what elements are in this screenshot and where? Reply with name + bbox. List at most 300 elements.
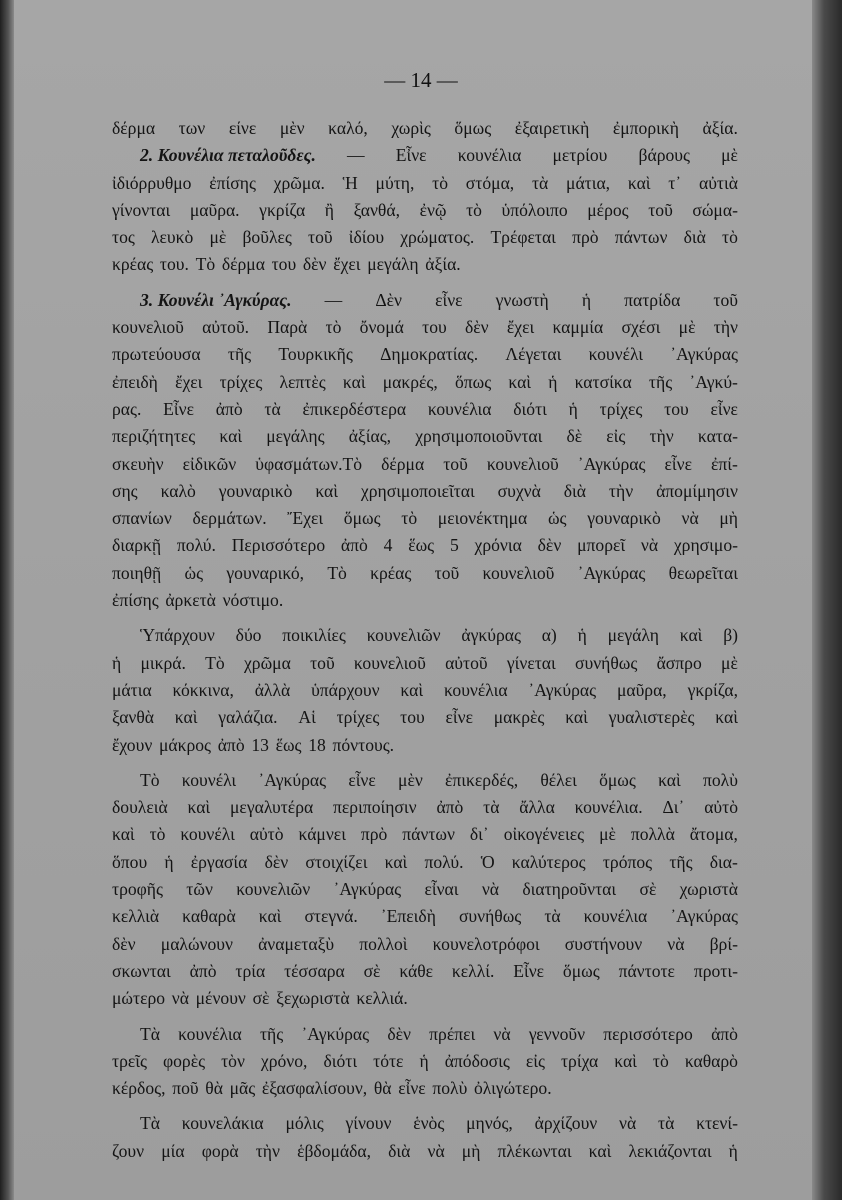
word: γίνονται [112, 199, 171, 220]
word: καὶ [219, 426, 243, 447]
text-line [112, 958, 738, 985]
word: βρί- [709, 933, 738, 954]
word: πολλοὶ [359, 933, 408, 954]
word: ἕως [408, 535, 435, 556]
word: τρίχα [560, 1050, 599, 1071]
word: πρέπει [429, 1023, 476, 1044]
word: τῶν [186, 879, 213, 900]
text-line [112, 142, 738, 169]
word: τὴν [649, 426, 674, 447]
word: Ὁ [480, 851, 495, 872]
word: ἀξία. [425, 254, 461, 275]
text-line [112, 115, 738, 142]
word: βάρους [638, 145, 690, 166]
word: ᾿Αγκύ- [689, 371, 738, 392]
word: ρας. [112, 398, 142, 419]
word: καλό, [328, 118, 368, 138]
text-line [112, 224, 738, 251]
word: καὶ [384, 851, 408, 872]
word: 4 [383, 535, 393, 556]
word: μηνός, [466, 1113, 513, 1134]
word: αὐτοῦ [445, 652, 488, 673]
word: ἀπὸ [340, 535, 368, 556]
word: εἶνε [348, 769, 376, 790]
word: πολλὰ [630, 824, 675, 845]
word: κελλιά. [356, 988, 408, 1009]
word: ξανθά, [353, 199, 400, 220]
word: ἡ [581, 289, 592, 310]
word: τρεῖς [112, 1050, 147, 1071]
word: ἐπειδὴ [112, 371, 158, 392]
text-line [112, 677, 738, 704]
word: σὲ [363, 960, 381, 981]
word: ὑπάρχουν [311, 679, 380, 700]
word: νὰ [619, 1113, 637, 1134]
word: γκρίζα, [687, 679, 738, 700]
word: τὸ [432, 172, 449, 193]
word: τὰ [531, 172, 549, 193]
word: μὲ [209, 227, 227, 248]
word: ὀλιγώτερο. [473, 1078, 552, 1099]
word: ᾿Αγκύρας [577, 562, 646, 583]
word: τῆς [648, 371, 673, 392]
word: καλύτερος [511, 851, 586, 872]
text-line [112, 396, 738, 423]
word: κουνέλια [443, 679, 508, 700]
word: γίνουν [345, 1113, 392, 1134]
word: πρὸ [572, 227, 599, 248]
word: σώμα- [692, 199, 738, 220]
word: μὲ [721, 145, 738, 166]
word: τροφῆς [112, 879, 163, 900]
word: μεγάλη [607, 625, 659, 646]
word: ἀπὸ [711, 1023, 738, 1044]
section-heading: 2. Κουνέλια πεταλοῦδες. [140, 145, 316, 166]
word: γίνεται [506, 652, 556, 673]
word: φορὲς [162, 1050, 206, 1071]
word: φορὰ [201, 1140, 239, 1161]
word: κουνελιῶν [366, 625, 441, 646]
word: ἐπικερδές, [445, 769, 519, 790]
word: καὶ [627, 172, 651, 193]
word: στόμα, [465, 172, 515, 193]
word: του [271, 254, 297, 275]
word: μακρές, [382, 371, 438, 392]
word: οἰκογένειες [503, 824, 585, 845]
word: μαλώνουν [160, 933, 233, 954]
word: καλὸ [160, 480, 196, 501]
word: κάθε [399, 960, 434, 981]
word: ᾿Αγκύρας [333, 879, 402, 900]
word: Τρέφεται [490, 227, 556, 248]
word: μία [161, 1140, 185, 1161]
word: τότε [373, 1050, 404, 1071]
word: κουνελάκια [181, 1113, 264, 1134]
section-heading: 3. Κουνέλι ᾿Αγκύρας. [140, 289, 292, 310]
word: ᾿Αγκύρας [670, 906, 738, 927]
word: θεωρεῖται [668, 562, 738, 583]
word: τοῦ [310, 652, 335, 673]
word: νὰ [667, 933, 685, 954]
page-number: — 14 — [384, 68, 458, 92]
word: σπανίων [112, 508, 172, 529]
word: ξεχωριστὰ [276, 988, 350, 1009]
word: δὲν [387, 1023, 411, 1044]
word: κελλί. [451, 960, 495, 981]
word: κατα- [697, 426, 738, 447]
word: ὑφασμάτων.Τὸ [255, 453, 363, 474]
word: ἀλλὰ [254, 679, 291, 700]
word: είνε [228, 118, 257, 138]
word: ἡ [568, 398, 578, 419]
word: βοῦλες [242, 227, 292, 248]
word: κουνελιῶν [236, 879, 311, 900]
word: νὰ [427, 1140, 445, 1161]
word: ὅμως [343, 508, 381, 529]
word: μεγαλυτέρα [230, 797, 314, 818]
word: μειονέκτημα [437, 508, 528, 529]
text-line [112, 622, 738, 649]
word: — [324, 289, 343, 310]
word: στεγνά. [304, 906, 358, 927]
word: μαῦρα, [616, 679, 667, 700]
text-line [112, 794, 738, 821]
word: ἐπίσης [112, 590, 159, 611]
word: ἄλλα [519, 797, 555, 818]
word: ἔχουν [112, 734, 153, 755]
word: κρέας [370, 562, 412, 583]
word: γουναρικὸ [218, 480, 293, 501]
word: ᾿Αγκύρας [670, 344, 738, 365]
word: χρησιμο- [673, 535, 738, 556]
word: καὶ [508, 371, 532, 392]
word: τὸ [325, 317, 342, 338]
text-line [112, 587, 738, 614]
word: ἡ [548, 371, 558, 392]
word: πολὺ [432, 1078, 468, 1099]
word: Αἱ [298, 707, 316, 728]
word: στοιχίζει [305, 851, 368, 872]
word: γουναρικό, [226, 562, 305, 583]
word: Ὑπάρχουν [140, 625, 215, 646]
word: καθαρὸ [684, 1050, 738, 1071]
word: Τὸ [140, 769, 160, 790]
word: χρησιμοποιοῦνται [415, 426, 543, 447]
word: ἑνὸς [413, 1113, 445, 1134]
word: ὅμως [599, 769, 636, 790]
word: κουνέλι [588, 344, 644, 365]
word: τῆς [669, 851, 693, 872]
word: δὲν [464, 317, 489, 338]
word: ἐξαιρετικὴ [514, 118, 590, 138]
word: ἡ [728, 1140, 738, 1161]
right-page-edge [812, 0, 842, 1200]
word: ἡ [419, 1050, 429, 1071]
word: κουνελιοῦ [486, 453, 559, 474]
word: μεγάλη [367, 254, 419, 275]
word: πόντους. [332, 734, 395, 755]
word: δι᾽ [469, 824, 489, 845]
word: τρίχες [599, 398, 643, 419]
word: ἐπί- [711, 453, 738, 474]
word: διὰ [683, 227, 706, 248]
word: εἶνε [445, 707, 473, 728]
word: ἀρχίζουν [534, 1113, 598, 1134]
word: τοῦ [713, 289, 738, 310]
word: ἀγκύρας [461, 625, 521, 646]
text-line [112, 505, 738, 532]
word: θέλει [540, 769, 577, 790]
word: ἡ [577, 625, 587, 646]
word: καὶ [187, 797, 211, 818]
text-line [112, 314, 738, 341]
word: αὐτοῦ. [202, 317, 250, 338]
word: διατηροῦνται [522, 879, 617, 900]
word: ἄσπρο [656, 652, 702, 673]
word: νόστιμο. [222, 590, 284, 611]
word: ποιηθῇ [112, 562, 162, 583]
word: του [422, 317, 447, 338]
word: πλέκωνται [497, 1140, 572, 1161]
word: πολὺ [702, 769, 738, 790]
text-line [112, 732, 738, 759]
word: ὅμως [454, 118, 492, 138]
word: ὡς [184, 562, 204, 583]
text-line [112, 197, 738, 224]
word: χωρὶς [391, 118, 431, 138]
word: ποῦ [172, 1078, 199, 1099]
word: καὶ [258, 906, 282, 927]
word: ἔχει [506, 317, 535, 338]
word: γεννοῦν [528, 1023, 586, 1044]
word: α) [541, 625, 557, 646]
word: διότι [513, 398, 547, 419]
word: πάντων [402, 824, 455, 845]
word: μώτερο [112, 988, 166, 1009]
word: τὸ [149, 824, 166, 845]
word: κουνέλια [178, 1023, 242, 1044]
text-line [112, 532, 738, 559]
word: μαῦρα. [189, 199, 240, 220]
word: καὶ [315, 480, 338, 501]
text-line [112, 478, 738, 505]
text-line [112, 560, 738, 587]
word: ὑπόλοιπο [501, 199, 568, 220]
word: Τὸ [195, 254, 216, 275]
text-line [112, 849, 738, 876]
word: μένουν [195, 988, 246, 1009]
word: μὲ [678, 317, 696, 338]
word: πάντων [614, 227, 668, 248]
word: συνήθως [575, 652, 638, 673]
word: μικρά. [140, 652, 186, 673]
word: προτι- [693, 960, 738, 981]
word: σκευὴν [112, 453, 164, 474]
word: νὰ [171, 988, 189, 1009]
word: τέσσαρα [284, 960, 345, 981]
word: τοῦ [648, 199, 673, 220]
word: δὲν [302, 254, 327, 275]
word: Ἔχει [287, 508, 324, 529]
word: ὡς [547, 508, 567, 529]
word: μύτη, [375, 172, 415, 193]
word: περιζήτητες [112, 426, 196, 447]
word: εἶνε [398, 1078, 426, 1099]
word: μάκρος [158, 734, 212, 755]
word: Δημοκρατίας. [380, 344, 479, 365]
word: μὲ [599, 824, 616, 845]
word: θὰ [373, 1078, 392, 1099]
word: δια- [709, 851, 738, 872]
word: εἰς [525, 1050, 545, 1071]
word: καὶ [658, 769, 681, 790]
word: ποικιλίες [282, 625, 346, 646]
word: νὰ [481, 879, 500, 900]
word: εἶνε [435, 289, 463, 310]
word: τρία [235, 960, 266, 981]
text-line [112, 251, 738, 278]
word: κουνελιοῦ [112, 317, 184, 338]
word: τοῦ [443, 453, 468, 474]
text-line [112, 931, 738, 958]
word: εἶνε [664, 453, 692, 474]
word: μάτια [112, 679, 152, 700]
word: ἔχει [175, 371, 203, 392]
word: ἐργασία [190, 851, 248, 872]
text-line [112, 369, 738, 396]
word: Εἶνε [395, 145, 427, 166]
word: καὶ [565, 707, 588, 728]
word: τὸ [466, 199, 482, 220]
word: λευκὸ [151, 227, 194, 248]
word: ἀπόδοσις [444, 1050, 510, 1071]
word: γυαλιστερὲς [608, 707, 695, 728]
word: τ᾽ [668, 172, 682, 193]
word: δὲν [112, 933, 136, 954]
word: Τὰ [140, 1023, 160, 1044]
word: καὶ [174, 707, 198, 728]
word: μὲ [721, 652, 738, 673]
word: τὸ [652, 1050, 669, 1071]
word: ἄτομα, [689, 824, 738, 845]
word: μὲν [279, 118, 305, 138]
word: τρόπος [602, 851, 653, 872]
word: συνήθως [458, 906, 522, 927]
word: δέρμα [221, 254, 265, 275]
word: πολύ. [176, 535, 216, 556]
word: νὰ [493, 1023, 511, 1044]
word: δέρμα [112, 118, 156, 138]
word: εἶνε [710, 398, 738, 419]
word: καὶ [112, 824, 135, 845]
word: 18 [308, 734, 326, 755]
word: τοῦ [308, 227, 333, 248]
word: κουνέλι [180, 824, 235, 845]
word: τοῦ [434, 562, 460, 583]
word: ἐπίσης [209, 172, 256, 193]
word: χρώματος. [400, 227, 475, 248]
word: καμμία [552, 317, 604, 338]
word: Δι᾽ [662, 797, 685, 818]
word: καὶ [342, 371, 366, 392]
word: κουνέλια [583, 906, 648, 927]
word: χρόνια [474, 535, 522, 556]
word: καὶ [400, 679, 424, 700]
word: Παρὰ [267, 317, 308, 338]
word: τὰ [483, 797, 500, 818]
body-text [112, 115, 738, 1165]
text-line [112, 1110, 738, 1137]
word: καθαρὰ [182, 906, 236, 927]
word: ἀπὸ [436, 797, 464, 818]
word: αὐτὸ [704, 797, 738, 818]
word: χρῶμα. [273, 172, 325, 193]
word: ἡ [164, 851, 174, 872]
word: χρησιμοποιεῖται [360, 480, 475, 501]
word: Ἡ [342, 172, 358, 193]
word: ἑβδομάδα, [297, 1140, 372, 1161]
word: ἢ [324, 199, 334, 220]
word: του [400, 707, 425, 728]
word: Δὲν [375, 289, 402, 310]
word: γαλάζια. [218, 707, 278, 728]
text-line [112, 650, 738, 677]
word: κουνέλι [181, 769, 237, 790]
word: πολύ. [424, 851, 464, 872]
word: ἀπὸ [189, 960, 217, 981]
word: ἡ [112, 652, 122, 673]
word: γκρίζα [259, 199, 306, 220]
word: ἀναμεταξὺ [258, 933, 335, 954]
word: εἰς [606, 426, 626, 447]
word: ἔχει [333, 254, 361, 275]
word: πρωτεύουσα [112, 344, 201, 365]
word: μᾶς [229, 1078, 256, 1099]
word: θὰ [205, 1078, 223, 1099]
word: Λέγεται [505, 344, 562, 365]
word: ἀξία. [702, 118, 738, 138]
word: Εἶνε [513, 960, 545, 981]
word: μπορεῖ [577, 535, 626, 556]
text-line [112, 170, 738, 197]
word: Τὰ [140, 1113, 160, 1134]
word: καὶ [679, 625, 703, 646]
word: ἰδιόρρυθμο [112, 172, 192, 193]
word: κατσίκα [574, 371, 632, 392]
word: χρόνο, [260, 1050, 308, 1071]
text-line [112, 1138, 738, 1165]
word: ᾿Αγκύρας [528, 679, 597, 700]
word: των [178, 118, 206, 138]
word: β) [723, 625, 738, 646]
word: πρὸ [360, 824, 388, 845]
word: τὸν [221, 1050, 245, 1071]
word: ἐπικερδέστερα [302, 398, 407, 419]
word: — [347, 145, 365, 166]
word: ᾿Αγκύρας [301, 1023, 370, 1044]
word: κελλιὰ [112, 906, 160, 927]
word: κρέας [112, 254, 154, 275]
word: τος [112, 227, 135, 248]
word: τὰ [264, 398, 281, 419]
word: τρίχες [336, 707, 380, 728]
word: συχνὰ [497, 480, 541, 501]
text-line [112, 1021, 738, 1048]
word: μὲν [398, 769, 423, 790]
word: ἀξίας, [348, 426, 392, 447]
word: χωριστὰ [679, 879, 738, 900]
word: σχέσι [621, 317, 661, 338]
